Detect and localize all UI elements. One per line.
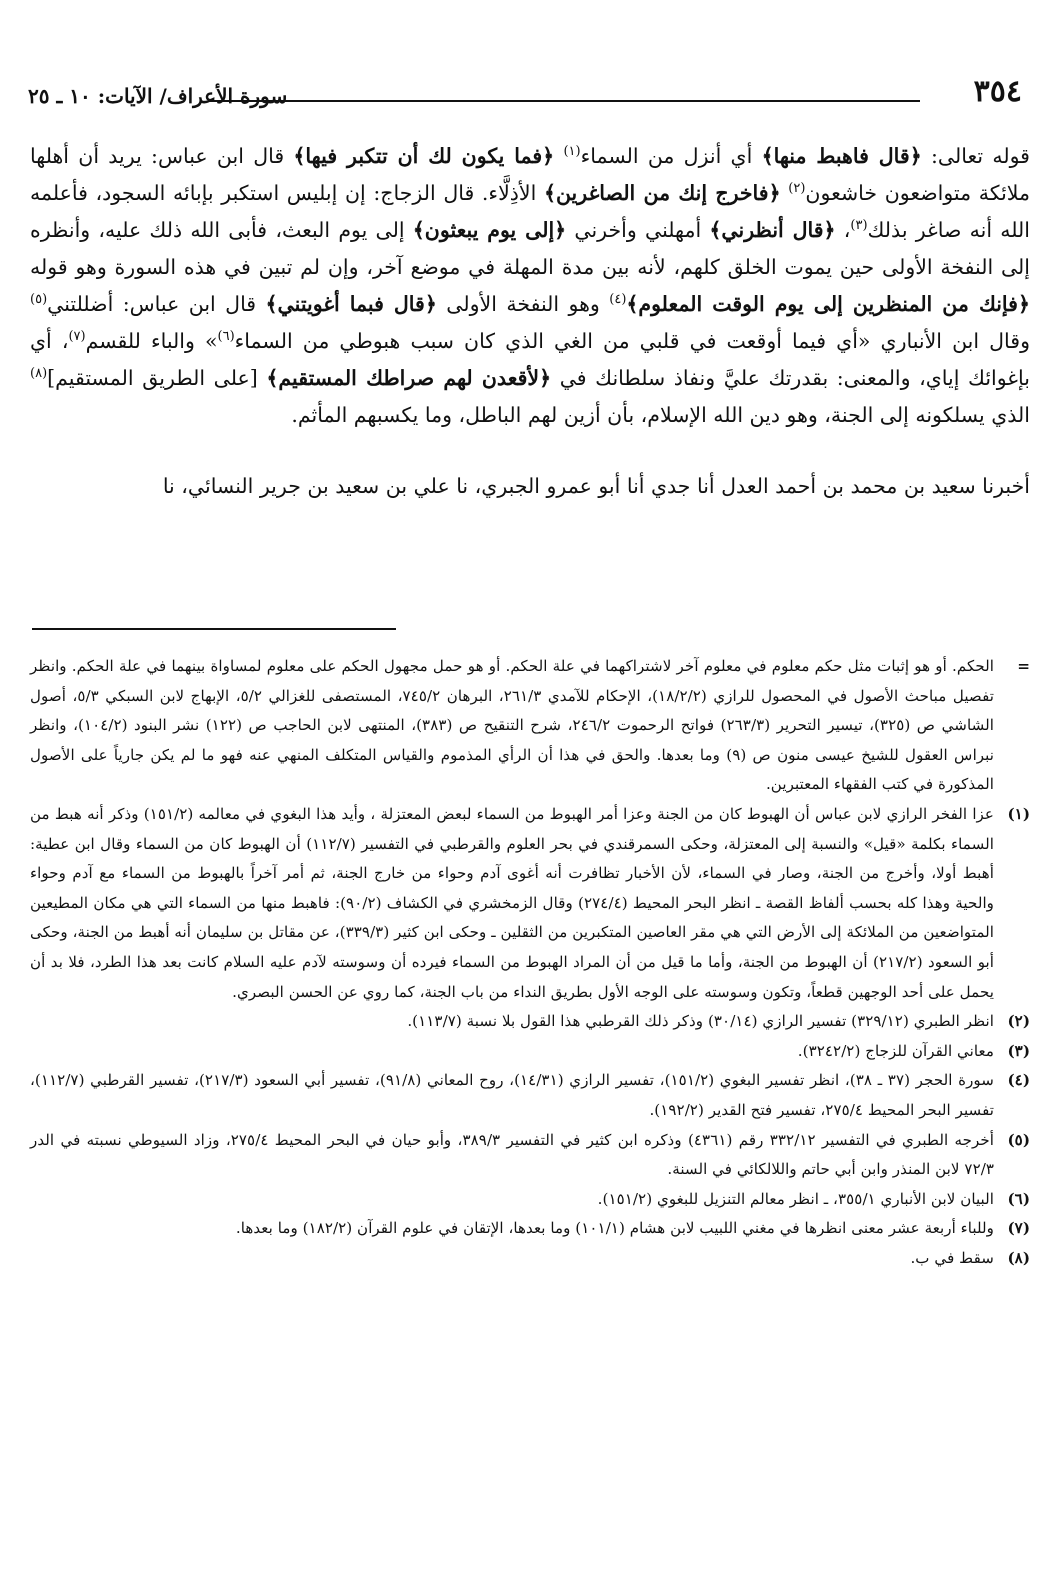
footnote-marker: (٨) <box>30 366 48 382</box>
footnote-number: (٣) <box>1007 1041 1030 1060</box>
footnote-number: = <box>1017 657 1030 675</box>
footnote-number: (٤) <box>1007 1071 1030 1090</box>
text-run: ، <box>835 218 851 242</box>
footnote-text: البيان لابن الأنباري ٣٥٥/١، ـ انظر معالم التنزيل للبغوي (١٥١/٢). <box>597 1189 994 1208</box>
quran-quote: ﴿قال أنظرني﴾ <box>709 218 836 242</box>
footnote-marker: (٧) <box>68 329 86 345</box>
footnote <box>30 1037 1030 1067</box>
footnotes <box>30 652 1030 1273</box>
footnote <box>30 1244 1030 1274</box>
footnote-separator <box>32 628 396 630</box>
text-run: أي أنزل من السماء <box>580 144 762 168</box>
footnote <box>30 1066 1030 1125</box>
footnote-marker: (١) <box>563 144 581 160</box>
text-run: وقال ابن الأنباري «أي فيما أوقعت في قلبي من الغي الذي كان سبب هبوطي من السماء <box>234 329 1031 353</box>
footnote-number: (٢) <box>1007 1012 1030 1031</box>
footnote <box>30 1185 1030 1215</box>
running-header <box>28 74 1028 114</box>
isnad-line: أخبرنا سعيد بن محمد بن أحمد العدل أنا جدي أنا أبو عمرو الجبري، نا علي بن سعيد بن جرير النسائي، نا <box>162 474 1030 498</box>
quran-quote: ﴿إلى يوم يبعثون﴾ <box>412 218 567 242</box>
footnote-text: عزا الفخر الرازي لابن عباس أن الهبوط كان من الجنة وعزا أمر الهبوط من السماء لبعض المعتزلة ، وأيد هذا البغوي في معالمه (١٥١/٢) وذكر أنه هبط من السماء بكلمة «قيل» والنسبة إلى المعتزلة، وحكى السمرقندي في بحر العلوم والقرطبي في التفسير (١١٢/٧) أن الهبوط كان من السماء وقال ابن عطية: أهبط أولا، وأخرج من الجنة، وصار في السماء، لأن الأخبار تظافرت أنه أغوى آدم وحواء من خارج الجنة، ثم أمر آخراً بالهبوط من السماء مع آدم وحواء والحية وهذا كله بحسب ألفاظ القصة ـ انظر البحر المحيط (٢٧٤/٤) وقال الزمخشري في الكشاف (٩٠/٢): فاهبط منها من السماء التي هي مكان المطيعين المتواضعين من الملائكة إلى الأرض التي هي مقر العاصين المتكبرين من الثقلين ـ وحكى ابن كثير (٣٣٩/٣)، عن مقاتل بن سليمان أنه أهبط من الجنة، وحكى أبو السعود (٢١٧/٢) أن الهبوط من الجنة، وأما ما قيل من أن المراد الهبوط من السماء فيرده أن وسوسته لآدم عليه السلام كانت بعد هذا الطرد، فلا بد أن يحمل على أحد الوجهين قطعاً، وتكون وسوسته على الوجه الأول بطريق النداء من باب الجنة، كما روي عن الحسن البصري. <box>30 804 994 1001</box>
commentary-paragraph <box>30 138 1030 434</box>
footnote-marker: (٣) <box>850 218 868 234</box>
text-run: وهو النفخة الأولى <box>436 292 610 316</box>
footnote-marker: (٤) <box>609 292 627 308</box>
header-rule <box>208 100 920 102</box>
footnote <box>30 1126 1030 1185</box>
text-run: [على الطريق المستقيم] <box>47 366 267 390</box>
text-run: ، أي بإغوائك إياي، والمعنى: بقدرتك عليَّ ونفاذ سلطانك في <box>30 329 1030 390</box>
footnote-number: (٦) <box>1007 1189 1030 1208</box>
text-run: الأذِلَّاء. قال الزجاج: إن إبليس استكبر بإبائه السجود، فأعلمه الله أنه صاغر بذلك <box>30 181 1030 242</box>
footnote-text: أخرجه الطبري في التفسير ٣٣٢/١٢ رقم (٤٣٦١) وذكره ابن كثير في التفسير ٣٨٩/٣، وأبو حيان في البحر المحيط ٢٧٥/٤، وزاد السيوطي نسبته في الدر ٧٢/٣ لابن المنذر وابن أبي حاتم واللالكائي في السنة. <box>30 1130 995 1179</box>
footnote-number: (٥) <box>1007 1130 1030 1149</box>
text-run: » والباء للقسم <box>85 329 218 353</box>
footnote-text: سقط في ب. <box>910 1248 994 1267</box>
footnote-marker: (٢) <box>788 181 806 197</box>
footnote-text: وللباء أربعة عشر معنى انظرها في مغني اللبيب لابن هشام (١٠١/١) وما بعدها، الإتقان في علوم القرآن (١٨٢/٢) وما بعدها. <box>235 1219 994 1238</box>
footnote-text: انظر الطبري (٣٢٩/١٢) تفسير الرازي (٣٠/١٤) وذكر ذلك القرطبي هذا القول بلا نسبة (١١٣/٧). <box>407 1012 994 1031</box>
quran-quote: ﴿قال فاهبط منها﴾ <box>761 144 922 168</box>
footnote-text: معاني القرآن للزجاج (٣٢٤٢/٢). <box>797 1041 994 1060</box>
footnote-marker: (٦) <box>217 329 235 345</box>
quran-quote: ﴿قال فبما أغويتني﴾ <box>265 292 437 316</box>
footnote <box>30 652 1030 800</box>
quran-quote: ﴿فاخرج إنك من الصاغرين﴾ <box>543 181 781 205</box>
footnote-number: (١) <box>1007 804 1030 823</box>
footnote <box>30 800 1030 1007</box>
text-run: الذي يسلكونه إلى الجنة، وهو دين الله الإسلام، بأن أزين لهم الباطل، وما يكسبهم المأثم. <box>291 403 1030 427</box>
text-run: قوله تعالى: <box>921 144 1030 168</box>
page-number: ٣٥٤ <box>973 74 1022 109</box>
footnote-marker: (٥) <box>30 292 48 308</box>
footnote-text: سورة الحجر (٣٧ ـ ٣٨)، انظر تفسير البغوي (١٥١/٢)، تفسير الرازي (١٤/٣١)، روح المعاني (٩١/٨)، تفسير أبي السعود (٢١٧/٣)، تفسير القرطبي (١١٢/٧)، تفسير البحر المحيط ٢٧٥/٤، تفسير فتح القدير (١٩٢/٢). <box>30 1071 994 1119</box>
quran-quote: ﴿فما يكون لك أن تتكبر فيها﴾ <box>293 144 555 168</box>
text-run: قال ابن عباس: يريد أن أهلها ملائكة متواضعون خاشعون <box>30 144 1030 205</box>
quran-quote: ﴿لأقعدن لهم صراطك المستقيم﴾ <box>266 366 552 390</box>
text-run: أمهلني وأخرني <box>566 218 710 242</box>
quran-quote: ﴿فإنك من المنظرين إلى يوم الوقت المعلوم﴾ <box>626 292 1030 316</box>
main-text <box>30 138 1030 505</box>
text-run: قال ابن عباس: أضللتني <box>47 292 266 316</box>
footnote <box>30 1007 1030 1037</box>
footnote-number: (٧) <box>1007 1219 1030 1238</box>
sura-title: سورة الأعراف/ الآيات: ١٠ ـ ٢٥ <box>28 84 288 108</box>
footnote-text: الحكم. أو هو إثبات مثل حكم معلوم في معلوم آخر لاشتراكهما في علة الحكم. أو هو حمل مجهول الحكم على معلوم لمساواة بينهما في علة الحكم. وانظر تفصيل مباحث الأصول في المحصول للرازي (١٨/٢/٢)، الإحكام للآمدي ٢٦١/٣، البرهان ٧٤٥/٢، المستصفى للغزالي ٥/٢، الإبهاج لابن السبكي ٥/٣، أصول الشاشي ص (٣٢٥)، تيسير التحرير (٢٦٣/٣) فواتح الرحموت ٢٤٦/٢، شرح التنقيح ص (٣٨٣)، المنتهى لابن الحاجب ص (١٢٢) نشر البنود (١٠٤/٢)، وانظر نبراس العقول للشيخ عيسى منون ص (٩) وما بعدها. والحق في هذا أن الرأي المذموم والقياس المتكلف المنهي عنه فهو ما لم يكن جارياً على الأصول المذكورة في كتب الفقهاء المعتبرين. <box>30 657 994 794</box>
footnote <box>30 1214 1030 1244</box>
footnote-number: (٨) <box>1007 1248 1030 1267</box>
text-run: إلى يوم البعث، فأبى الله ذلك عليه، وأنظره إلى النفخة الأولى حين يموت الخلق كلهم، لأنه بين مدة المهلة في موضع آخر، وإن لم تبين في هذه السورة وهو قوله <box>30 218 1030 279</box>
